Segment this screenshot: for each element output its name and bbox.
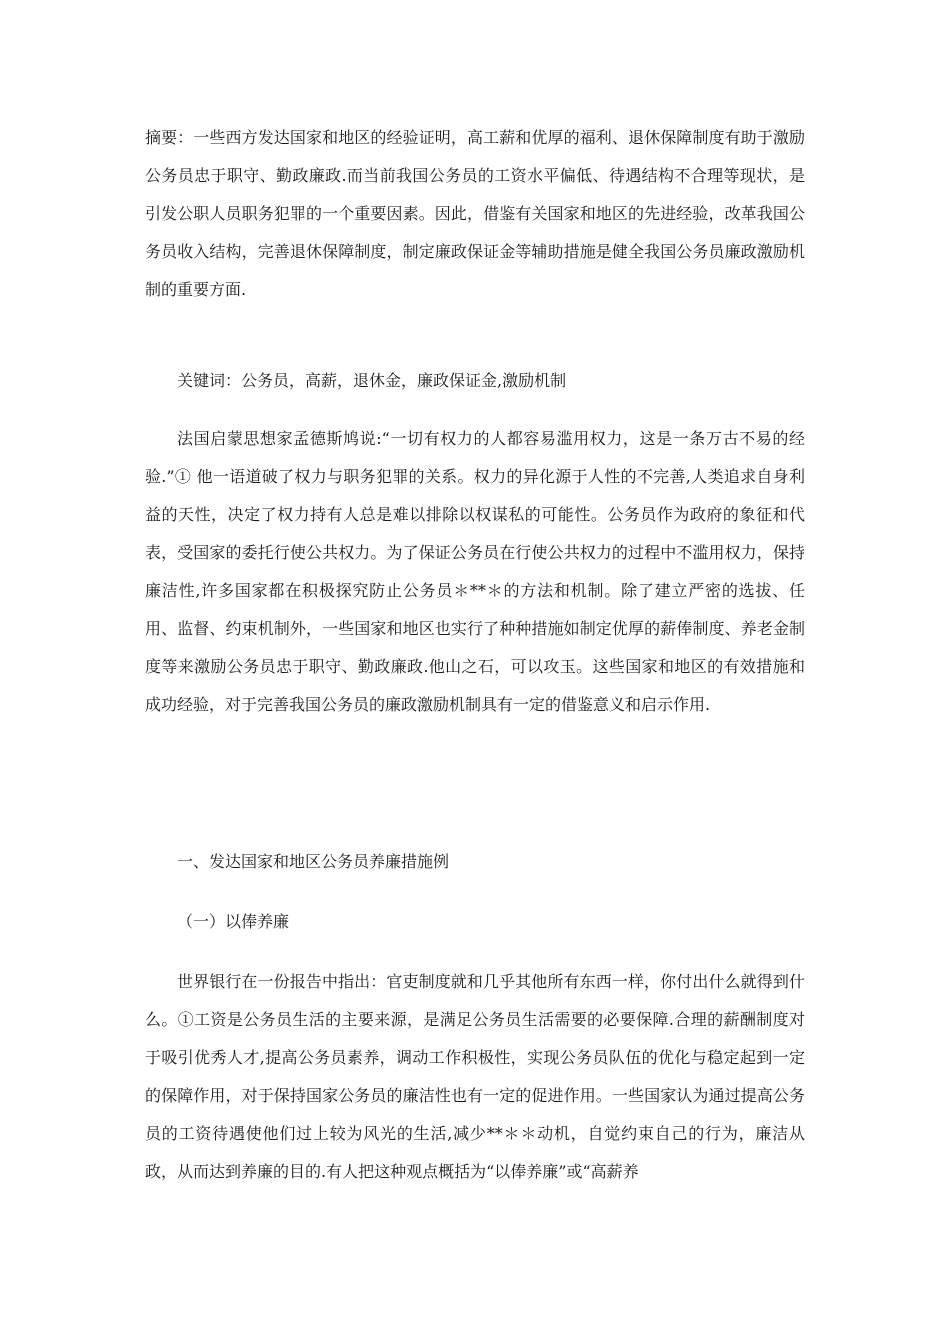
intro-paragraph: 法国启蒙思想家孟德斯鸠说:“一切有权力的人都容易滥用权力，这是一条万古不易的经验.”① 他一语道破了权力与职务犯罪的关系。权力的异化源于人性的不完善,人类追求自身利益的天性，决定了权力持有人总是难以排除以权谋私的可能性。公务员作为政府的象征和代表，受国家的委托行使公共权力。为了保证公务员在行使公共权力的过程中不滥用权力，保持廉洁性,许多国家都在积极探究防止公务员＊**＊的方法和机制。除了建立严密的选拔、任用、监督、约束机制外，一些国家和地区也实行了种种措施如制定优厚的薪俸制度、养老金制度等来激励公务员忠于职守、勤政廉政.他山之石，可以攻玉。这些国家和地区的有效措施和成功经验，对于完善我国公务员的廉政激励机制具有一定的借鉴意义和启示作用. (145, 429, 805, 714)
keywords-line: 关键词：公务员，高薪，退休金，廉政保证金,激励机制 (177, 371, 567, 390)
subsection-heading: （一）以俸养廉 (177, 912, 290, 931)
body-paragraph: 世界银行在一份报告中指出：官吏制度就和几乎其他所有东西一样，你付出什么就得到什么。①工资是公务员生活的主要来源，是满足公务员生活需要的必要保障.合理的薪酬制度对于吸引优秀人才,提高公务员素养，调动工作积极性，实现公务员队伍的优化与稳定起到一定的保障作用，对于保持国家公务员的廉洁性也有一定的促进作用。一些国家认为通过提高公务员的工资待遇使他们过上较为风光的生活,减少**＊＊动机，自觉约束自己的行为，廉洁从政，从而达到养廉的目的.有人把这种观点概括为“以俸养廉”或“高薪养 (145, 972, 805, 1181)
section-heading: 一、发达国家和地区公务员养廉措施例 (177, 852, 450, 871)
abstract-paragraph: 摘要：一些西方发达国家和地区的经验证明，高工薪和优厚的福利、退休保障制度有助于激励公务员忠于职守、勤政廉政.而当前我国公务员的工资水平偏低、待遇结构不合理等现状，是引发公职人员职务犯罪的一个重要因素。因此，借鉴有关国家和地区的先进经验，改革我国公务员收入结构，完善退休保障制度，制定廉政保证金等辅助措施是健全我国公务员廉政激励机制的重要方面. (145, 128, 805, 299)
